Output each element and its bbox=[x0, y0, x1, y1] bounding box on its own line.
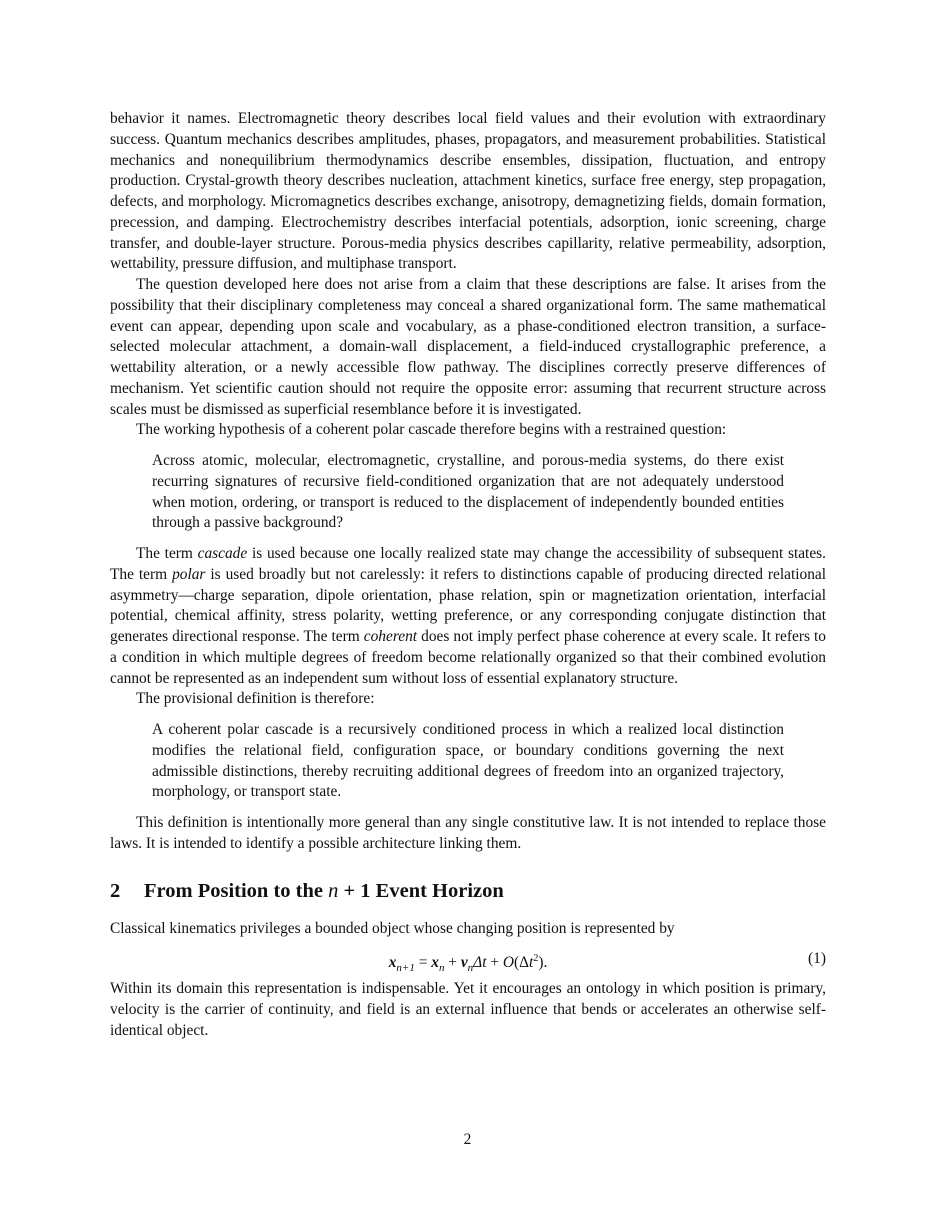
text-run: does not imply perfect phase coherence at every scale. It refers to a condition in which multiple degrees of freedom become relationally organized so that their combined evolution cannot be represented as an independent sum without loss of essential explanatory structure. bbox=[110, 628, 826, 687]
emphasis-term: coherent bbox=[363, 628, 418, 645]
text-run: The term bbox=[136, 545, 198, 562]
body-paragraph: This definition is intentionally more general than any single constitutive law. It is not intended to replace those laws. It is intended to identify a possible architecture linking them. bbox=[110, 814, 826, 852]
emphasis-term: cascade bbox=[197, 545, 248, 562]
section-title: From Position to the n + 1 Event Horizon bbox=[144, 879, 504, 902]
equation-number: (1) bbox=[808, 950, 826, 968]
block-quote-definition: A coherent polar cascade is a recursively conditioned process in which a realized local distinction modifies the relational field, configuration space, or boundary conditions governing the next admissible distinctions, thereby recruiting additional degrees of freedom into an organized trajectory, morphology, or transport state. bbox=[152, 721, 784, 801]
text-run: is used because one locally realized state may change the accessibility of subsequent states. The term bbox=[110, 545, 826, 583]
body-paragraph bbox=[110, 544, 826, 689]
equation-1 bbox=[110, 946, 826, 975]
section-number: 2 bbox=[110, 879, 121, 902]
body-paragraph: behavior it names. Electromagnetic theory describes local field values and their evolution with extraordinary success. Quantum mechanics describes amplitudes, phases, propagators, and measurement probabilities. Statistical mechanics and nonequilibrium thermodynamics describe ensembles, dissipation, fluctuation, and entropy production. Crystal-growth theory describes nucleation, attachment kinetics, surface free energy, step propagation, defects, and morphology. Micromagnetics describes exchange, anisotropy, demagnetizing fields, domain formation, precession, and damping. Electrochemistry describes interfacial potentials, adsorption, ionic screening, charge transfer, and double-layer structure. Porous-media physics describes capillarity, relative permeability, adsorption, wettability, pressure diffusion, and multiphase transport. bbox=[110, 110, 826, 273]
body-paragraph: The question developed here does not arise from a claim that these descriptions are false. It arises from the possibility that their disciplinary completeness may conceal a shared organizational form. The same mathematical event can appear, depending upon scale and vocabulary, as a phase-conditioned electron transition, a surface-selected molecular attachment, a domain-wall displacement, a field-induced crystallographic preference, a wettability alteration, or a newly accessible flow pathway. The disciplines correctly preserve differences of mechanism. Yet scientific caution should not require the opposite error: assuming that recurrent structure across scales must be dismissed as superficial resemblance before it is investigated. bbox=[110, 276, 826, 418]
emphasis-term: polar bbox=[172, 565, 206, 583]
body-paragraph: The working hypothesis of a coherent polar cascade therefore begins with a restrained question: bbox=[136, 421, 727, 439]
body-paragraph: The provisional definition is therefore: bbox=[136, 690, 375, 708]
page-number: 2 bbox=[463, 1131, 472, 1148]
text-run: is used broadly but not carelessly: it refers to distinctions capable of producing directed relational asymmetry—charge separation, dipole orientation, phase relation, spin or magnetization orientation, interfacial potential, chemical affinity, stress polarity, wetting preference, or any corresponding conjugate distinction that generates directional response. The term bbox=[110, 565, 827, 645]
body-paragraph: Within its domain this representation is indispensable. Yet it encourages an ontology in which position is primary, velocity is the carrier of continuity, and field is an external influence that bends or accelerates an otherwise self-identical object. bbox=[110, 980, 826, 1039]
paper-page bbox=[110, 109, 826, 1042]
section-title-variable: n bbox=[328, 879, 339, 902]
equation-body: $x_{n+1} = x_n + v_n\Delta t + O(\Delta t^2)$. bbox=[388, 953, 548, 975]
body-paragraph: Classical kinematics privileges a bounded object whose changing position is represented by bbox=[110, 919, 675, 937]
section-heading bbox=[110, 878, 826, 904]
block-quote-question: Across atomic, molecular, electromagnetic, crystalline, and porous-media systems, do there exist recurring signatures of recursive field-conditioned organization that are not adequately understood when motion, ordering, or transport is reduced to the displacement of independently bounded entities through a passive background? bbox=[152, 452, 784, 532]
